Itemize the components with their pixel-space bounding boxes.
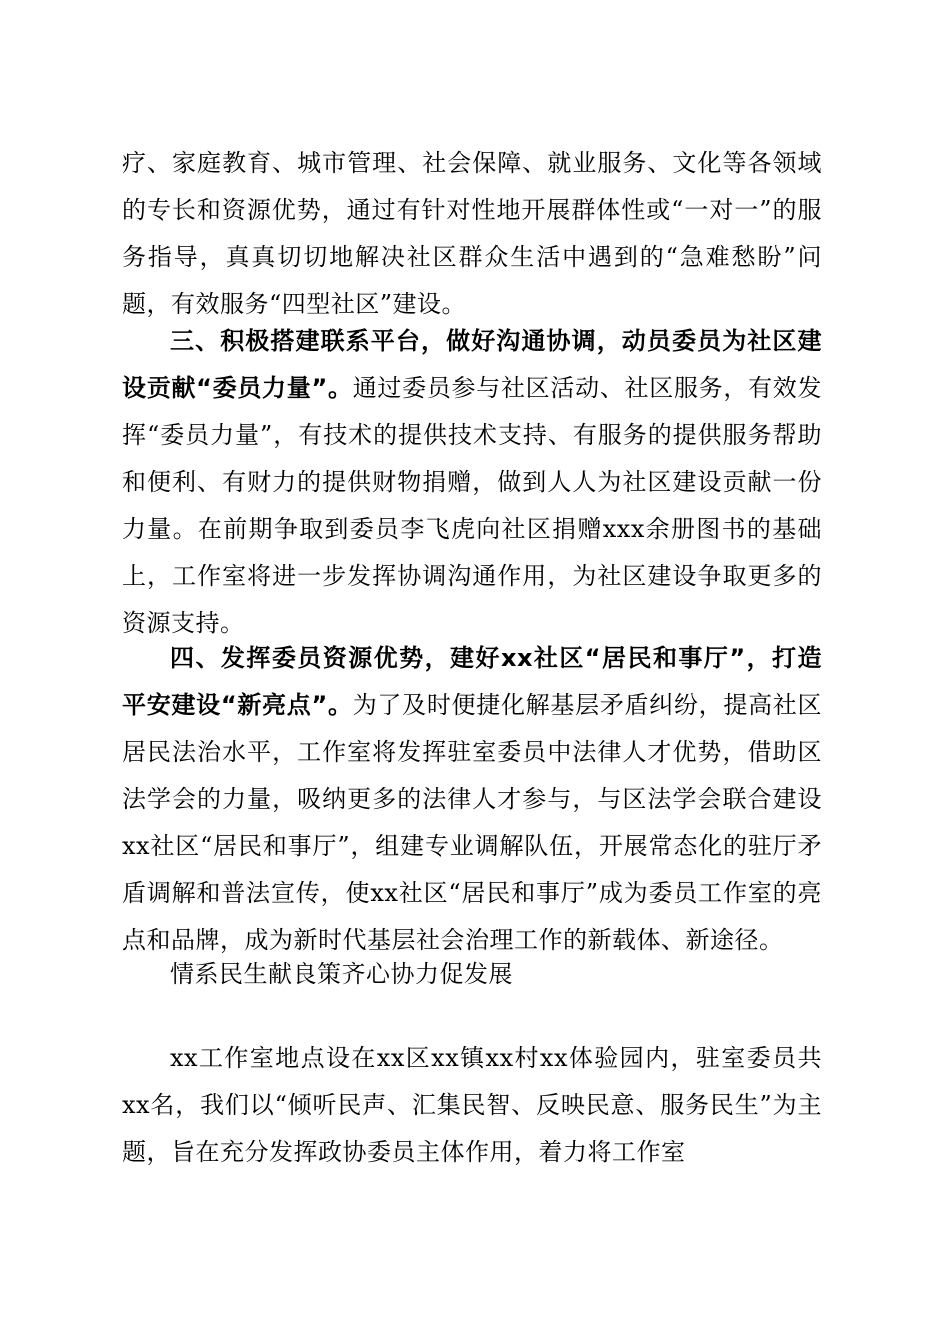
section-subtitle-text: 情系民生献良策齐心协力促发展 [170, 960, 513, 988]
section-3-paragraph [122, 318, 822, 647]
section-3-body: 通过委员参与社区活动、社区服务，有效发挥“委员力量”，有技术的提供技术支持、有服务的提供服务帮助和便利、有财力的提供财物捐赠，做到人人为社区建设贡献一份力量。在前期争取到委员李飞虎向社区捐赠xxx余册图书的基础上，工作室将进一步发挥协调沟通作用，为社区建设争取更多的资源支持。 [122, 374, 823, 637]
final-paragraph-text: xx工作室地点设在xx区xx镇xx村xx体验园内，驻室委员共xx名，我们以“倾听民声、汇集民智、反映民意、服务民生”为主题，旨在充分发挥政协委员主体作用，着力将工作室 [122, 1044, 822, 1166]
section-3-heading: 三、积极搭建联系平台，做好沟通协调，动员委员为社区建设贡献“委员力量”。 [122, 327, 822, 402]
section-subtitle [122, 951, 822, 998]
final-paragraph [122, 1035, 822, 1176]
section-4-paragraph [122, 635, 822, 964]
section-4-body: 为了及时便捷化解基层矛盾纠纷，提高社区居民法治水平，工作室将发挥驻室委员中法律人才优势，借助区法学会的力量，吸纳更多的法律人才参与，与区法学会联合建设xx社区“居民和事厅”，组建专业调解队伍，开展常态化的驻厅矛盾调解和普法宣传，使xx社区“居民和事厅”成为委员工作室的亮点和品牌，成为新时代基层社会治理工作的新载体、新途径。 [122, 691, 823, 954]
paragraph-continued [122, 140, 822, 328]
section-4-heading: 四、发挥委员资源优势，建好xx社区“居民和事厅”，打造平安建设“新亮点”。 [122, 644, 822, 719]
paragraph-continued-text: 疗、家庭教育、城市管理、社会保障、就业服务、文化等各领域的专长和资源优势，通过有针对性地开展群体性或“一对一”的服务指导，真真切切地解决社区群众生活中遇到的“急难愁盼”问题，有效服务“四型社区”建设。 [122, 149, 822, 318]
